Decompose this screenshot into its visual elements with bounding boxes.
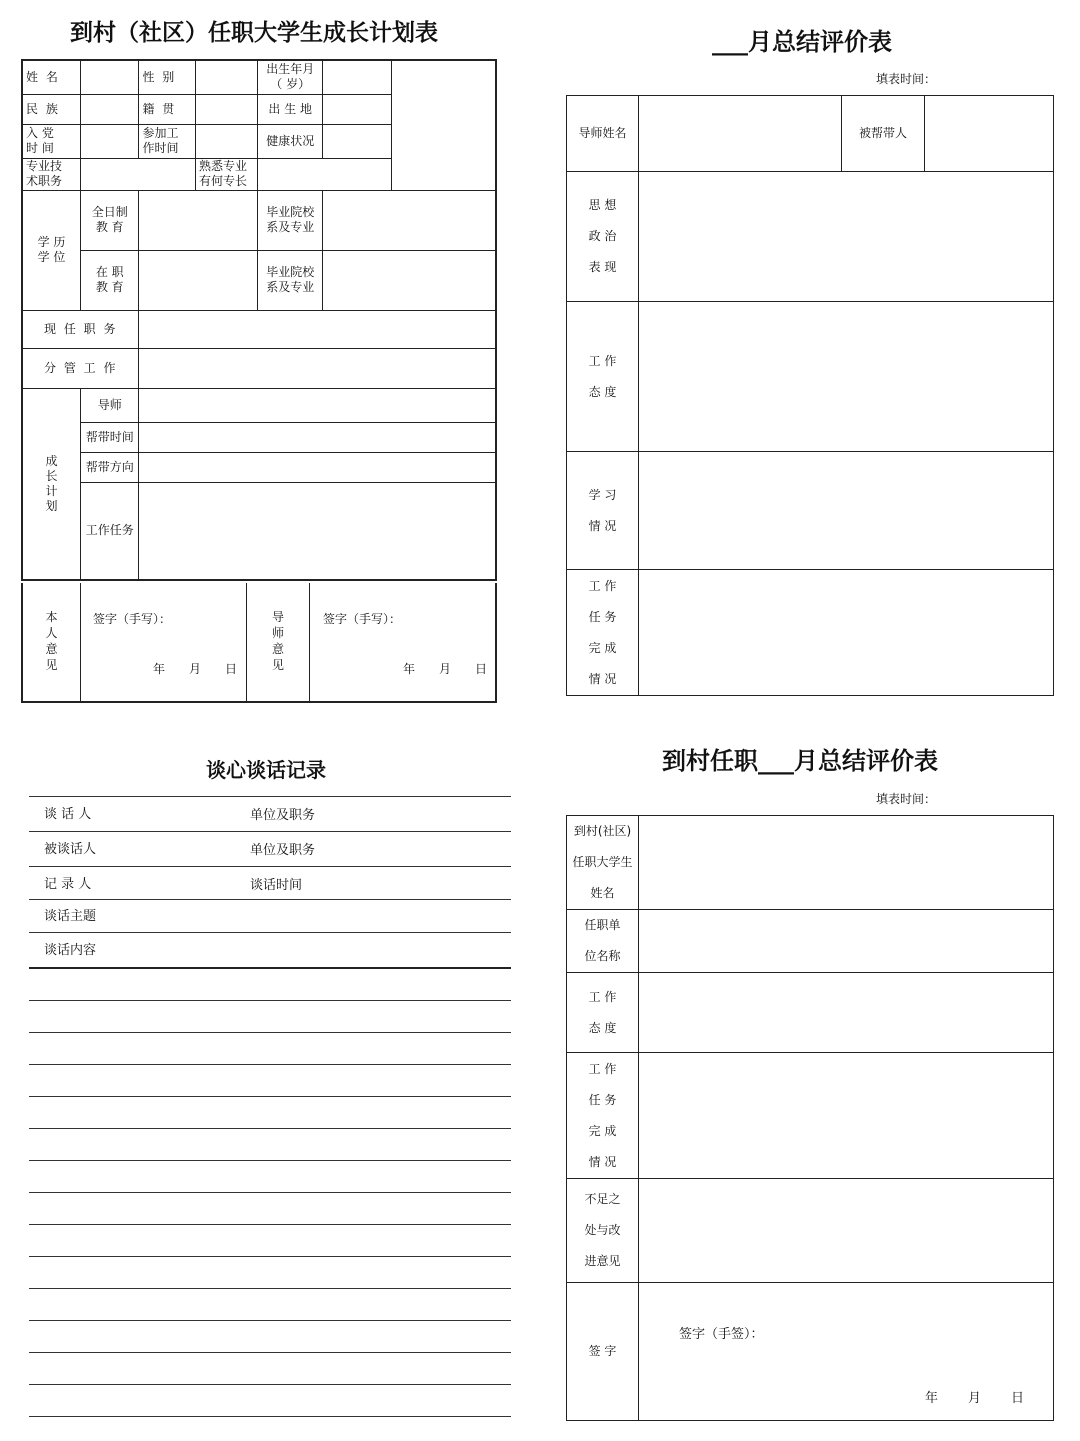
pro-title-label: 专业技 术职务 [22, 158, 80, 190]
self-date: 年 月 日 [153, 662, 238, 676]
talk-line [29, 899, 511, 900]
fulltime-field[interactable] [139, 190, 258, 250]
unit-name-field[interactable] [639, 910, 1054, 973]
student-name-label: 到村(社区) 任职大学生 姓名 [567, 816, 639, 910]
name-field[interactable] [80, 60, 138, 94]
self-sign-field[interactable] [175, 608, 235, 626]
village-fill-time: 填表时间： [876, 792, 937, 806]
parttime-field[interactable] [139, 250, 258, 310]
village-task-field[interactable] [639, 1053, 1054, 1179]
village-task-label: 工 作 任 务 完 成 情 况 [567, 1053, 639, 1179]
school-field-2[interactable] [322, 250, 496, 310]
talk-time-label: 谈话时间 [250, 878, 303, 893]
task-label: 工作任务 [80, 482, 138, 580]
parttime-label: 在 职 教 育 [80, 250, 138, 310]
help-time-label: 帮带时间 [80, 422, 138, 452]
village-attitude-label: 工 作 态 度 [567, 973, 639, 1053]
topic-field[interactable] [120, 902, 510, 928]
village-sign-text: 签字（手签）： [679, 1327, 764, 1342]
talker-field[interactable] [120, 800, 240, 826]
village-date: 年 月 日 [925, 1391, 1025, 1406]
school-label-2: 毕业院校 系及专业 [258, 250, 323, 310]
party-time-label: 入 党 时 间 [22, 124, 80, 158]
mentor-sign-field[interactable] [405, 608, 485, 626]
photo-box [391, 60, 496, 190]
task-completion-field[interactable] [639, 570, 1054, 696]
mentor-name-field[interactable] [639, 96, 842, 172]
native-label: 籍 贯 [139, 94, 195, 124]
gender-label: 性 别 [139, 60, 195, 94]
recorder-label: 记 录 人 [44, 877, 92, 892]
work-time-label: 参加工 作时间 [139, 124, 195, 158]
talkee-label: 被谈话人 [44, 842, 97, 857]
monthly-table [566, 95, 1054, 696]
village-sign-label: 签 字 [567, 1283, 639, 1421]
health-field[interactable] [322, 124, 391, 158]
monthly-fill-time: 填表时间： [876, 72, 937, 86]
village-title: 到村任职___月总结评价表 [662, 747, 938, 775]
duty-field[interactable] [139, 348, 496, 388]
topic-label: 谈话主题 [44, 909, 97, 924]
task-field[interactable] [139, 482, 496, 580]
talkee-unit-label: 单位及职务 [250, 843, 316, 858]
content-field[interactable] [29, 968, 511, 1423]
position-field[interactable] [139, 310, 496, 348]
plan-title: 到村（社区）任职大学生成长计划表 [70, 20, 438, 46]
ideology-label: 思 想 政 治 表 现 [567, 172, 639, 302]
recorder-field[interactable] [120, 870, 240, 896]
mentor-field[interactable] [139, 388, 496, 422]
improvement-label: 不足之 处与改 进意见 [567, 1179, 639, 1283]
mentor-name-label: 导师姓名 [567, 96, 639, 172]
pro-title-field[interactable] [80, 158, 195, 190]
attitude-field[interactable] [639, 302, 1054, 452]
native-field[interactable] [195, 94, 258, 124]
work-time-field[interactable] [195, 124, 258, 158]
talker-unit-label: 单位及职务 [250, 808, 316, 823]
position-label: 现 任 职 务 [22, 310, 139, 348]
helped-field[interactable] [925, 96, 1054, 172]
study-label: 学 习 情 况 [567, 452, 639, 570]
mentor-label: 导师 [80, 388, 138, 422]
skill-field[interactable] [258, 158, 391, 190]
growth-plan-label: 成 长 计 划 [22, 388, 80, 580]
birthplace-label: 出 生 地 [258, 94, 323, 124]
talk-line-top [29, 796, 511, 797]
help-time-field[interactable] [139, 422, 496, 452]
growth-plan-table [21, 59, 497, 581]
talk-line [29, 866, 511, 867]
ethnicity-field[interactable] [80, 94, 138, 124]
talkee-field[interactable] [120, 835, 240, 861]
duty-label: 分 管 工 作 [22, 348, 139, 388]
health-label: 健康状况 [258, 124, 323, 158]
attitude-label: 工 作 态 度 [567, 302, 639, 452]
skill-label: 熟悉专业 有何专长 [195, 158, 258, 190]
talk-title: 谈心谈话记录 [206, 758, 326, 782]
task-completion-label: 工 作 任 务 完 成 情 况 [567, 570, 639, 696]
content-label: 谈话内容 [44, 943, 97, 958]
village-sign-cell[interactable] [639, 1283, 1054, 1421]
education-label: 学 历 学 位 [22, 190, 80, 310]
school-label-1: 毕业院校 系及专业 [258, 190, 323, 250]
talker-label: 谈 话 人 [44, 807, 92, 822]
helped-label: 被帮带人 [842, 96, 925, 172]
party-time-field[interactable] [80, 124, 138, 158]
study-field[interactable] [639, 452, 1054, 570]
talk-line [29, 831, 511, 832]
talk-line [29, 932, 511, 933]
village-attitude-field[interactable] [639, 973, 1054, 1053]
birth-field[interactable] [322, 60, 391, 94]
birthplace-field[interactable] [322, 94, 391, 124]
self-opinion-label: 本 人 意 见 [45, 610, 58, 672]
school-field-1[interactable] [322, 190, 496, 250]
help-direction-label: 帮带方向 [80, 452, 138, 482]
gender-field[interactable] [195, 60, 258, 94]
mentor-sign-label: 签字（手写）： [323, 612, 402, 626]
birth-label: 出生年月 （ 岁） [258, 60, 323, 94]
student-name-field[interactable] [639, 816, 1054, 910]
mentor-opinion-label: 导 师 意 见 [271, 610, 284, 672]
name-label: 姓 名 [22, 60, 80, 94]
opinion-section [21, 583, 497, 703]
unit-name-label: 任职单 位名称 [567, 910, 639, 973]
self-sign-label: 签字（手写）： [93, 612, 172, 626]
ethnicity-label: 民 族 [22, 94, 80, 124]
monthly-title: ___月总结评价表 [712, 28, 892, 56]
ideology-field[interactable] [639, 172, 1054, 302]
help-direction-field[interactable] [139, 452, 496, 482]
improvement-field[interactable] [639, 1179, 1054, 1283]
village-table [566, 815, 1054, 1421]
fulltime-label: 全日制 教 育 [80, 190, 138, 250]
mentor-date: 年 月 日 [403, 662, 488, 676]
